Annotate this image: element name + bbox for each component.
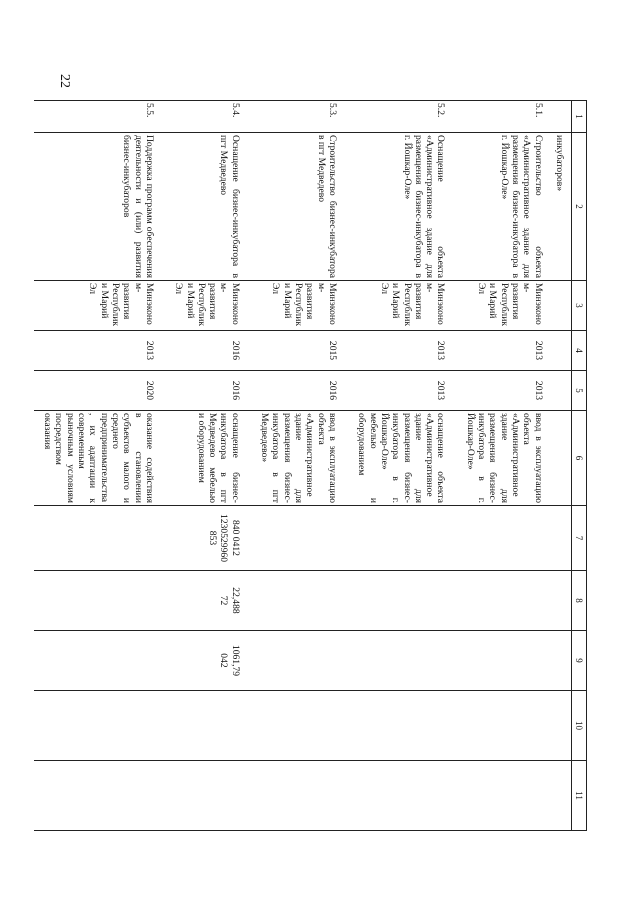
end-year: 2016 — [165, 371, 251, 411]
value-col-8 — [457, 571, 554, 631]
col-header-10: 10 — [572, 691, 587, 761]
activity-name: Оснащение объекта «Административное здание для размещения бизнес-инкубатора в г. Йошкар-Оле» — [348, 133, 457, 281]
row-number: 5.4. — [165, 101, 251, 133]
continuation-row — [554, 101, 572, 831]
col-header-3: 3 — [572, 281, 587, 331]
executor: Минэконом-развития Республики Марий Эл — [34, 281, 165, 331]
col-header-1: 1 — [572, 101, 587, 133]
start-year: 2015 — [251, 331, 348, 371]
budget-code — [34, 506, 165, 571]
col-header-8: 8 — [572, 571, 587, 631]
row-number: 5.5. — [34, 101, 165, 133]
expected-result: оказание содействия в становлении субъектов малого и среднего предпринимательства, их адаптации к современным рыночным условиям посредством оказания — [34, 411, 165, 506]
end-year: 2020 — [34, 371, 165, 411]
start-year: 2013 — [34, 331, 165, 371]
value-col-11 — [34, 761, 165, 831]
program-activities-table — [34, 100, 587, 831]
executor: Минэконом-развития Республики Марий Эл — [457, 281, 554, 331]
value-col-8 — [348, 571, 457, 631]
row-number: 5.2. — [348, 101, 457, 133]
expected-result: ввод в эксплуатацию объекта «Административное здание для размещения бизнес-инкубатора в пгт Медведево» — [251, 411, 348, 506]
value-col-9 — [457, 631, 554, 691]
value-col-10 — [457, 691, 554, 761]
value-col-9 — [348, 631, 457, 691]
table-row — [165, 101, 251, 831]
rotated-table-wrapper — [22, 100, 587, 830]
start-year: 2016 — [165, 331, 251, 371]
value-col-8 — [251, 571, 348, 631]
value-col-10 — [251, 691, 348, 761]
value-col-9 — [251, 631, 348, 691]
value-col-11 — [457, 761, 554, 831]
expected-result: ввод в эксплуатацию объекта «Административное здание для размещения бизнес-инкубатора в г. Йошкар-Оле» — [457, 411, 554, 506]
col-header-9: 9 — [572, 631, 587, 691]
column-number-row — [572, 101, 587, 831]
value-col-10 — [165, 691, 251, 761]
table-row — [34, 101, 165, 831]
value-col-11 — [348, 761, 457, 831]
value-col-11 — [165, 761, 251, 831]
row-number: 5.3. — [251, 101, 348, 133]
value-col-9 — [34, 631, 165, 691]
continuation-text: инкубаторов» — [554, 133, 572, 281]
executor: Минэконом-развития Республики Марий Эл — [348, 281, 457, 331]
executor: Минэконом-развития Республики Марий Эл — [165, 281, 251, 331]
value-col-8: 22,488 72 — [165, 571, 251, 631]
row-number: 5.1. — [457, 101, 554, 133]
col-header-4: 4 — [572, 331, 587, 371]
value-col-10 — [34, 691, 165, 761]
value-col-9: 1061,79 042 — [165, 631, 251, 691]
table-row — [251, 101, 348, 831]
value-col-8 — [34, 571, 165, 631]
table-row — [457, 101, 554, 831]
budget-code — [348, 506, 457, 571]
expected-result: оснащение бизнес-инкубатора в пгт Медведево мебелью и оборудованием — [165, 411, 251, 506]
col-header-7: 7 — [572, 506, 587, 571]
col-header-2: 2 — [572, 133, 587, 281]
activity-name: Оснащение бизнес-инкубатора в пгт Медведево — [165, 133, 251, 281]
expected-result: оснащение объекта «Административное здание для размещения бизнес-инкубатора в г. Йошкар-Оле» мебелью и оборудованием — [348, 411, 457, 506]
activity-name: Поддержка программ обеспечения деятельности и (или) развития бизнес-инкубаторов — [34, 133, 165, 281]
col-header-11: 11 — [572, 761, 587, 831]
budget-code: 840 0412 1230529960 853 — [165, 506, 251, 571]
value-col-11 — [251, 761, 348, 831]
value-col-10 — [348, 691, 457, 761]
end-year: 2016 — [251, 371, 348, 411]
end-year: 2013 — [348, 371, 457, 411]
budget-code — [457, 506, 554, 571]
start-year: 2013 — [348, 331, 457, 371]
table-row — [348, 101, 457, 831]
col-header-6: 6 — [572, 411, 587, 506]
end-year: 2013 — [457, 371, 554, 411]
executor: Минэконом-развития Республики Марий Эл — [251, 281, 348, 331]
page-number: 22 — [57, 74, 72, 88]
activity-name: Строительство бизнес-инкубатора в пгт Медведево — [251, 133, 348, 281]
budget-code — [251, 506, 348, 571]
activity-name: Строительство объекта «Административное здание для размещения бизнес-инкубатора в г. Йошкар-Оле» — [457, 133, 554, 281]
col-header-5: 5 — [572, 371, 587, 411]
start-year: 2013 — [457, 331, 554, 371]
